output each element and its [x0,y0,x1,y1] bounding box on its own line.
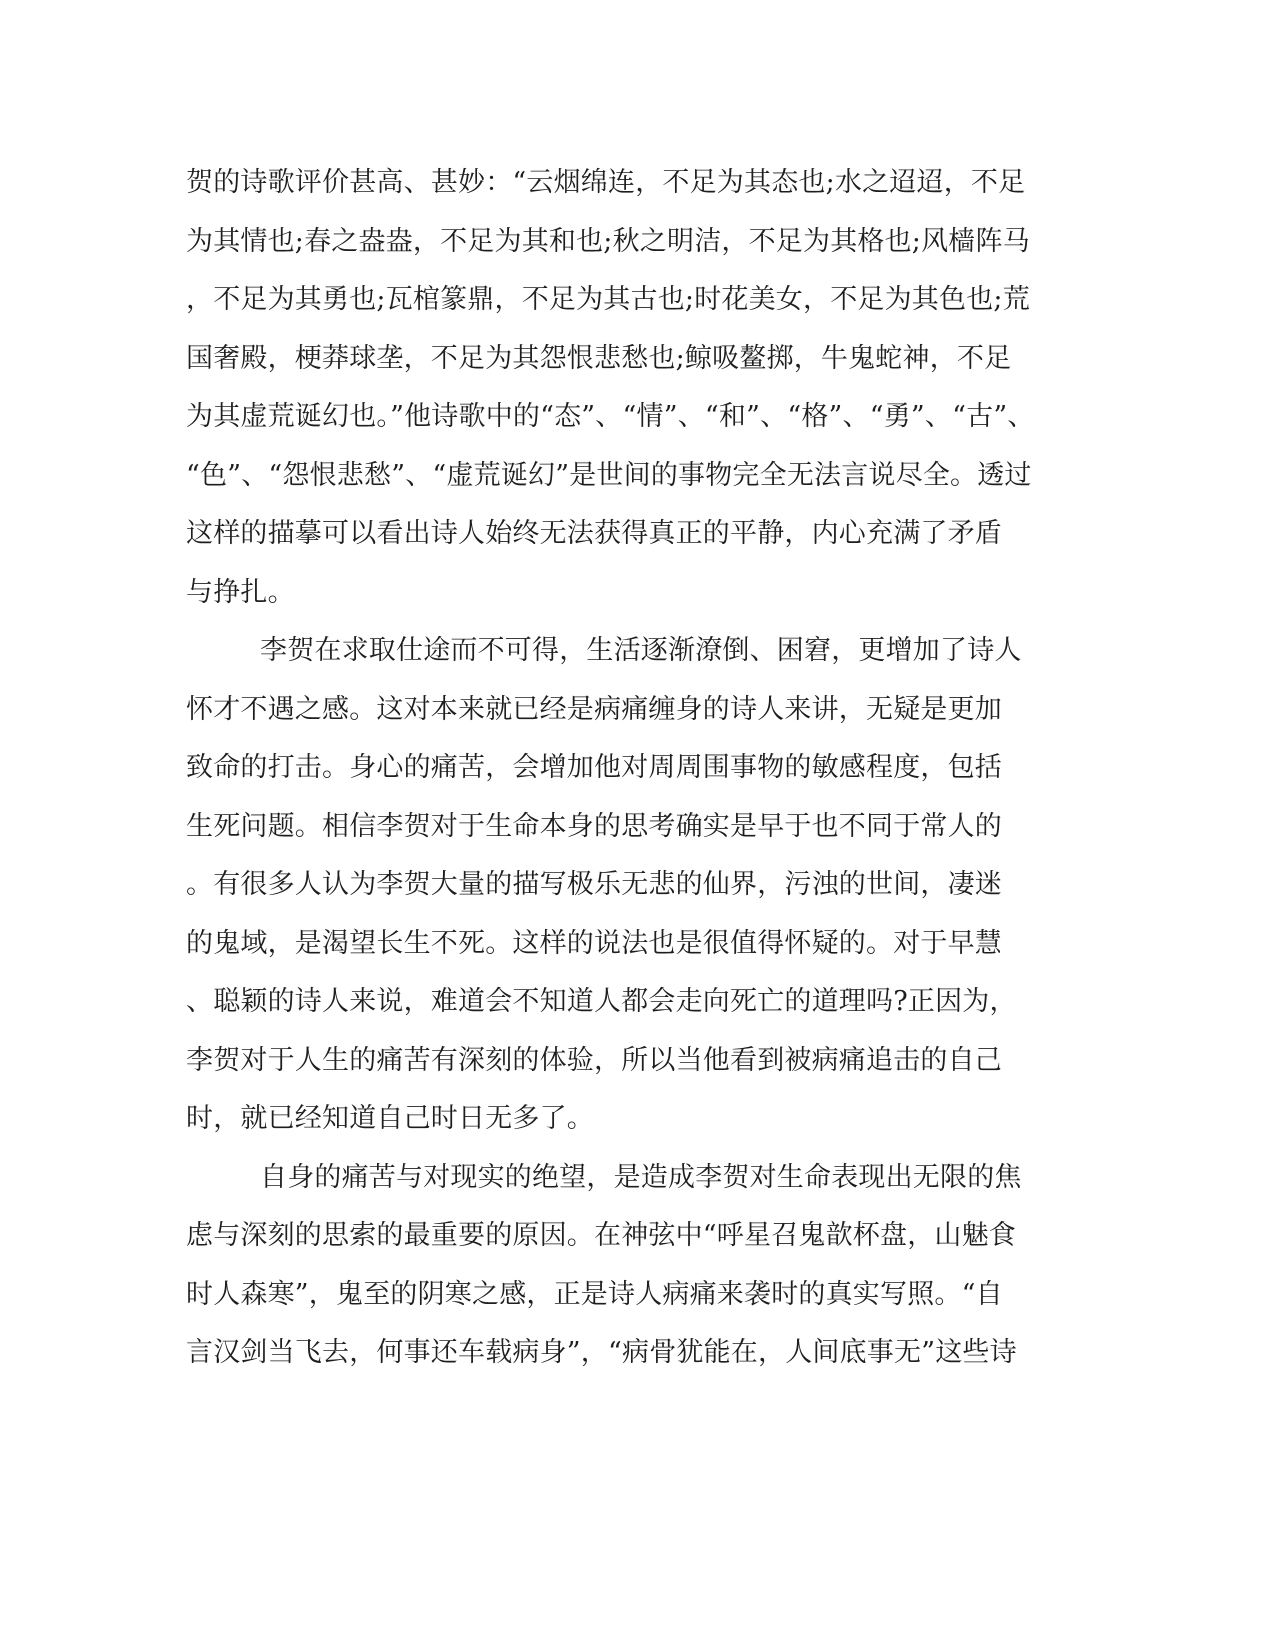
text-line: 这样的描摹可以看出诗人始终无法获得真正的平静，内心充满了矛盾 [186,518,1002,549]
text-line: 与挣扎。 [186,576,295,608]
text-line: 的鬼域，是渴望长生不死。这样的说法也是很值得怀疑的。对于早慧 [186,927,1002,959]
text-line: 贺的诗歌评价甚高、甚妙：“云烟绵连，不足为其态也;水之迢迢，不足 [186,167,1026,198]
text-line: 李贺对于人生的痛苦有深刻的体验，所以当他看到被病痛追击的自己 [186,1044,1002,1076]
text-line: 时人森寒”，鬼至的阴寒之感，正是诗人病痛来袭时的真实写照。“自 [186,1278,1003,1310]
text-line: 虑与深刻的思索的最重要的原因。在神弦中“呼星召鬼歆杯盘，山魅食 [186,1220,1017,1251]
text-line: 致命的打击。身心的痛苦，会增加他对周周围事物的敏感程度，包括 [186,752,1002,783]
text-line: ，不足为其勇也;瓦棺篆鼎，不足为其古也;时花美女，不足为其色也;荒 [186,284,1030,315]
text-line: 怀才不遇之感。这对本来就已经是病痛缠身的诗人来讲，无疑是更加 [186,693,1002,725]
text-line: 时，就已经知道自己时日无多了。 [186,1103,594,1134]
text-line: 。有很多人认为李贺大量的描写极乐无悲的仙界，污浊的世间，凄迷 [186,869,1002,900]
paragraph-first-line: 李贺在求取仕途而不可得，生活逐渐潦倒、困窘，更增加了诗人 [260,635,1022,666]
paragraph-first-line: 自身的痛苦与对现实的绝望，是造成李贺对生命表现出无限的焦 [260,1161,1022,1193]
text-line: 国奢殿，梗莽球垄，不足为其怨恨悲愁也;鲸吸鳌掷，牛鬼蛇神，不足 [186,342,1012,374]
text-line: 为其情也;春之盎盎，不足为其和也;秋之明洁，不足为其格也;风樯阵马 [186,225,1030,257]
text-line: 为其虚荒诞幻也。”他诗歌中的“态”、“情”、“和”、“格”、“勇”、“古”、 [186,401,1035,432]
text-line: 言汉剑当飞去，何事还车载病身”，“病骨犹能在，人间底事无”这些诗 [186,1337,1017,1368]
body-text [186,163,1066,1392]
text-line: “色”、“怨恨悲愁”、“虚荒诞幻”是世间的事物完全无法言说尽全。透过 [186,459,1032,491]
text-line: 生死问题。相信李贺对于生命本身的思考确实是早于也不同于常人的 [186,810,1002,842]
text-line: 、聪颖的诗人来说，难道会不知道人都会走向死亡的道理吗?正因为， [186,986,1017,1017]
